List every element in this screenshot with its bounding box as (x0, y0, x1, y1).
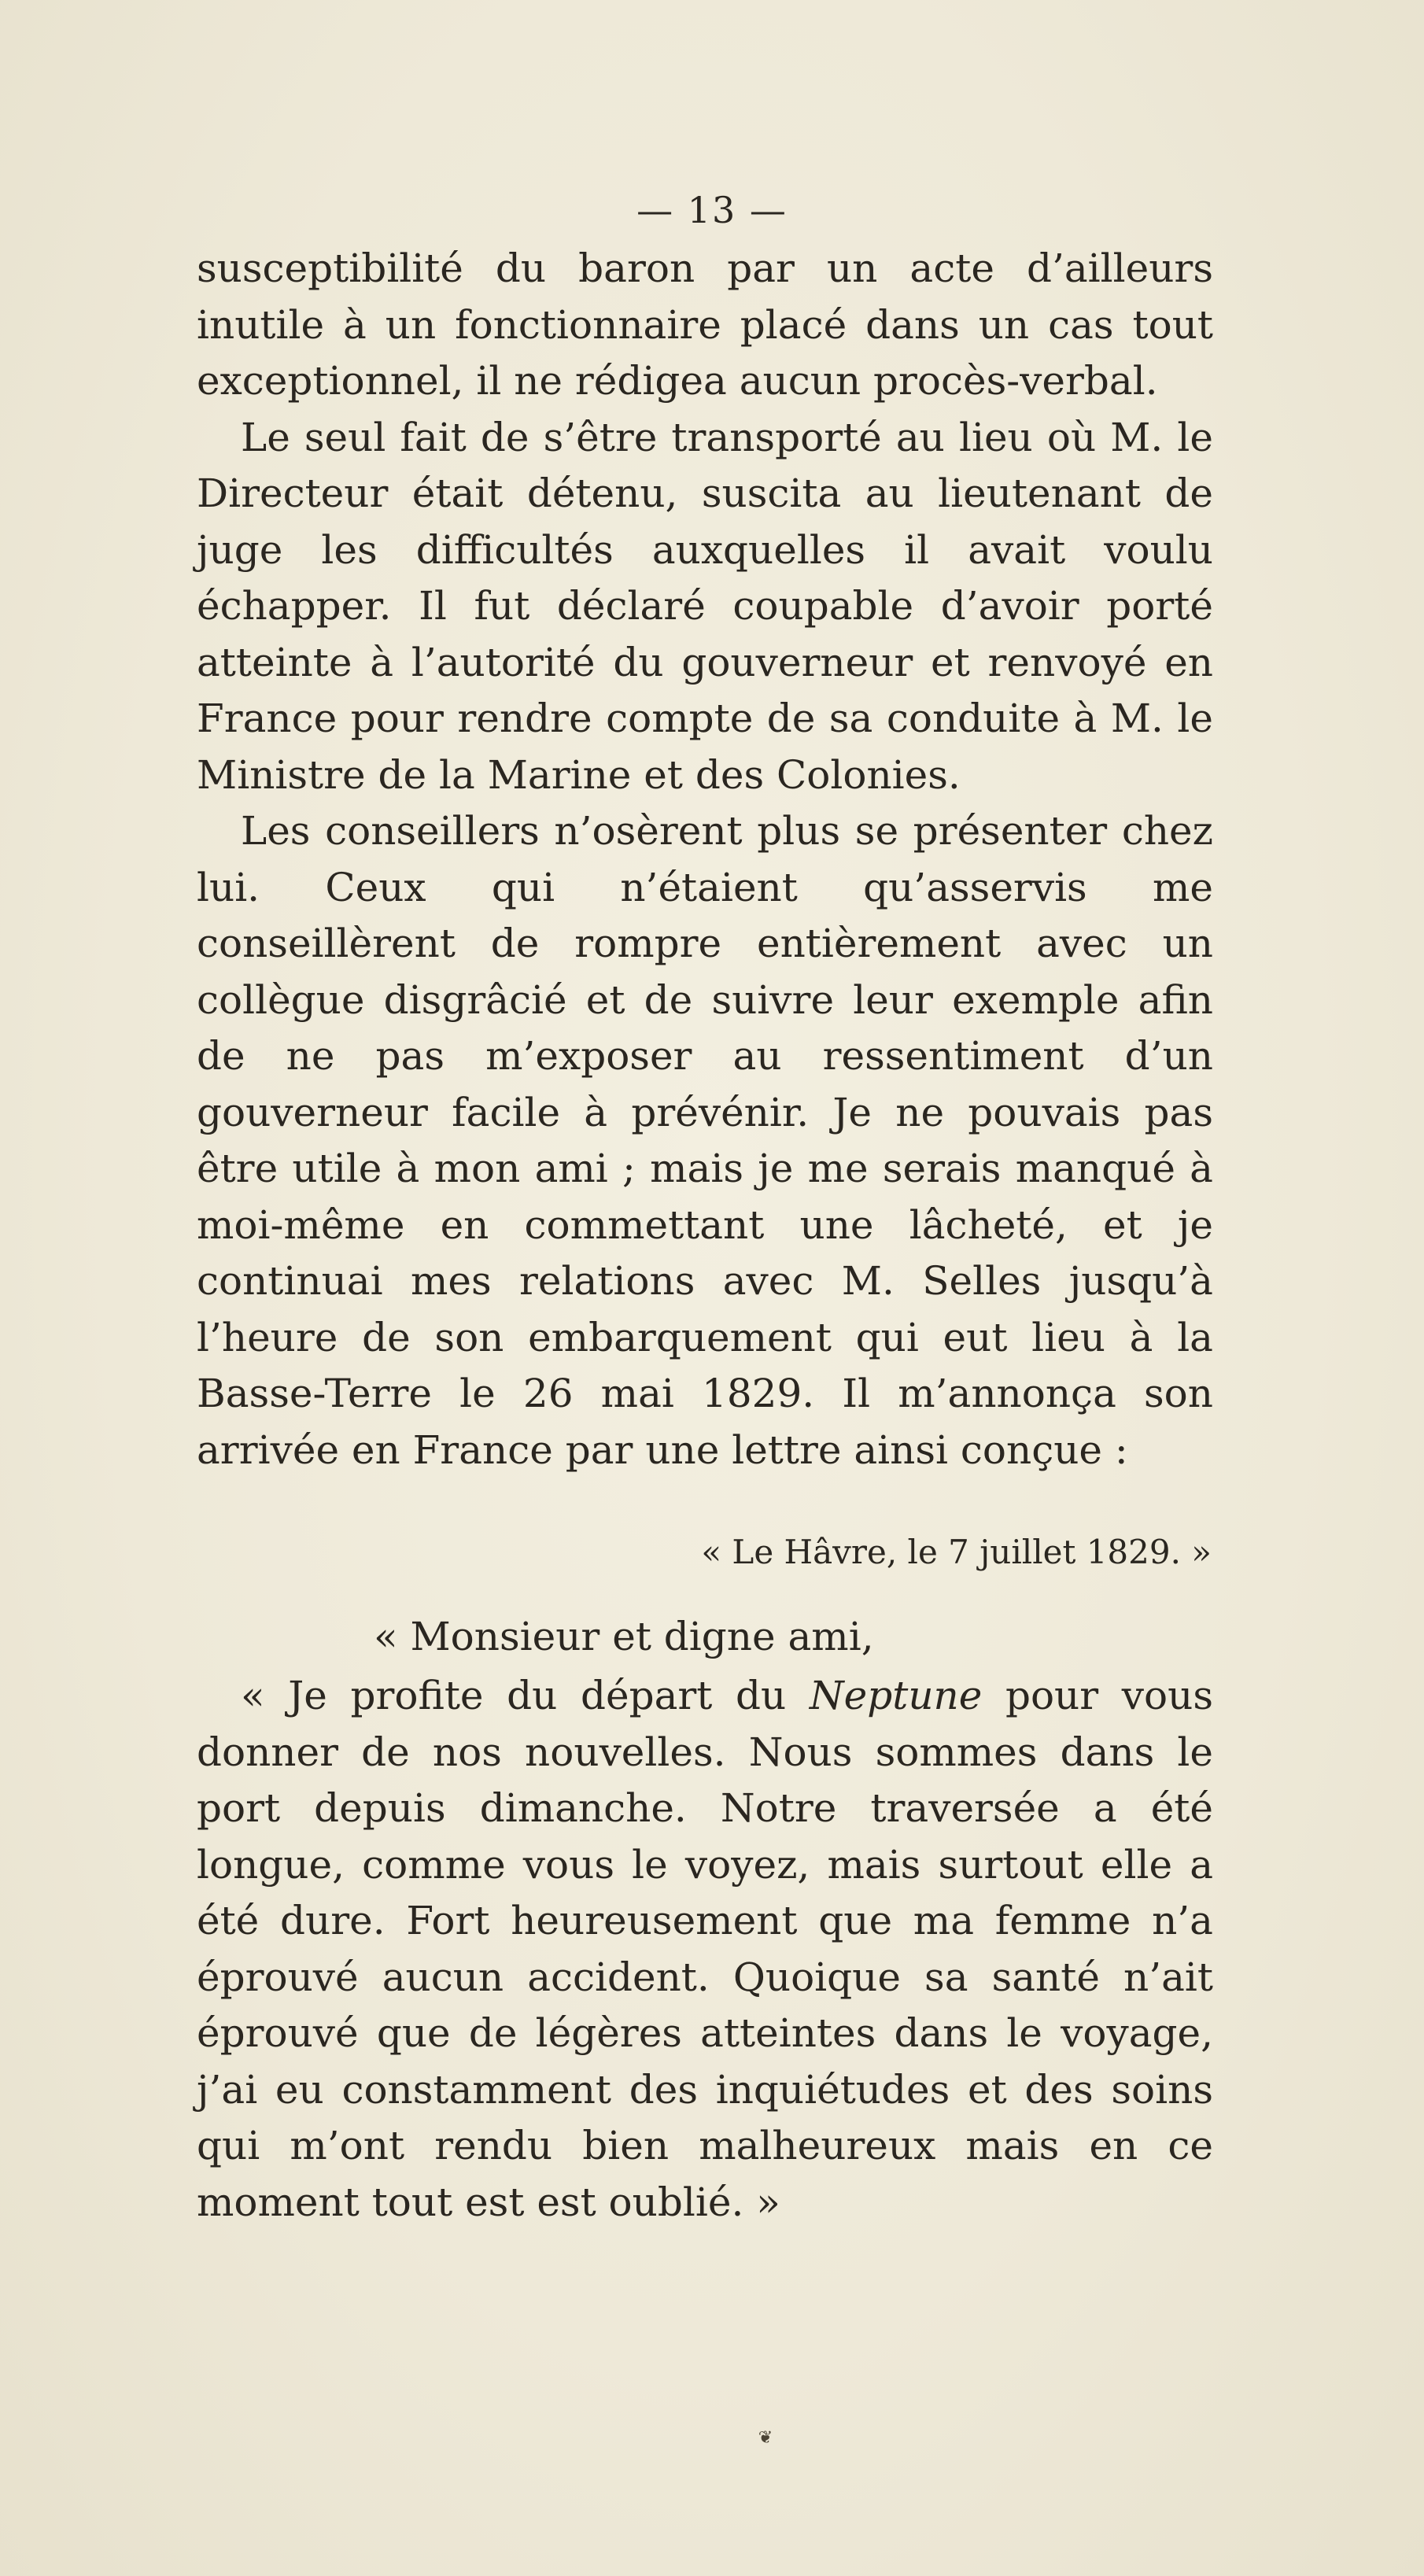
paragraph: Les conseillers n’osèrent plus se présenter chez lui. Ceux qui n’étaient qu’asservis me conseillèrent de rompre entièrement avec un collègue disgrâcié et de suivre leur exemple afin de ne pas m’exposer au ressentiment d’un gouverneur facile à prévénir. Je ne pouvais pas être utile à mon ami ; mais je me serais manqué à moi-même en commettant une lâcheté, et je continuai mes relations avec M. Selles jusqu’à l’heure de son embarquement qui eut lieu à la Basse-Terre le 26 mai 1829. Il m’annonça son arrivée en France par une lettre ainsi conçue : (197, 808, 1213, 1473)
letter-body (197, 1668, 1213, 2231)
page-number: — 13 — (636, 189, 788, 231)
paragraph: Le seul fait de s’être transporté au lieu où M. le Directeur était détenu, suscita au lieutenant de juge les difficultés auxquelles il avait voulu échapper. Il fut déclaré coupable d’avoir porté atteinte à l’autorité du gouverneur et renvoyé en France pour rendre compte de sa conduite à M. le Ministre de la Marine et des Colonies. (197, 414, 1213, 798)
letter-dateline: « Le Hâvre, le 7 juillet 1829. » (701, 1533, 1212, 1571)
paragraph-continuation: susceptibilité du baron par un acte d’ailleurs inutile à un fonctionnaire placé dans un cas tout exceptionnel, il ne rédigea aucun procès-verbal. (197, 245, 1213, 404)
letter-text-end: pour vous donner de nos nouvelles. Nous sommes dans le port depuis dimanche. Notre traversée a été longue, comme vous le voyez, mais surtout elle a été dure. Fort heureusement que ma femme n’a éprouvé aucun accident. Quoique sa santé n’ait éprouvé que de légères atteintes dans le voyage, j’ai eu constamment des inquiétudes et des soins qui m’ont rendu bien malheureux mais en ce moment tout est est oublié. » (197, 1673, 1213, 2225)
letter-salutation: « Monsieur et digne ami, (374, 1613, 874, 1659)
ship-name: Neptune (809, 1673, 983, 1718)
printer-mark: ❦ (758, 2428, 773, 2448)
letter-text-start: « Je profite du départ du (241, 1673, 810, 1718)
body-text (197, 241, 1213, 2231)
